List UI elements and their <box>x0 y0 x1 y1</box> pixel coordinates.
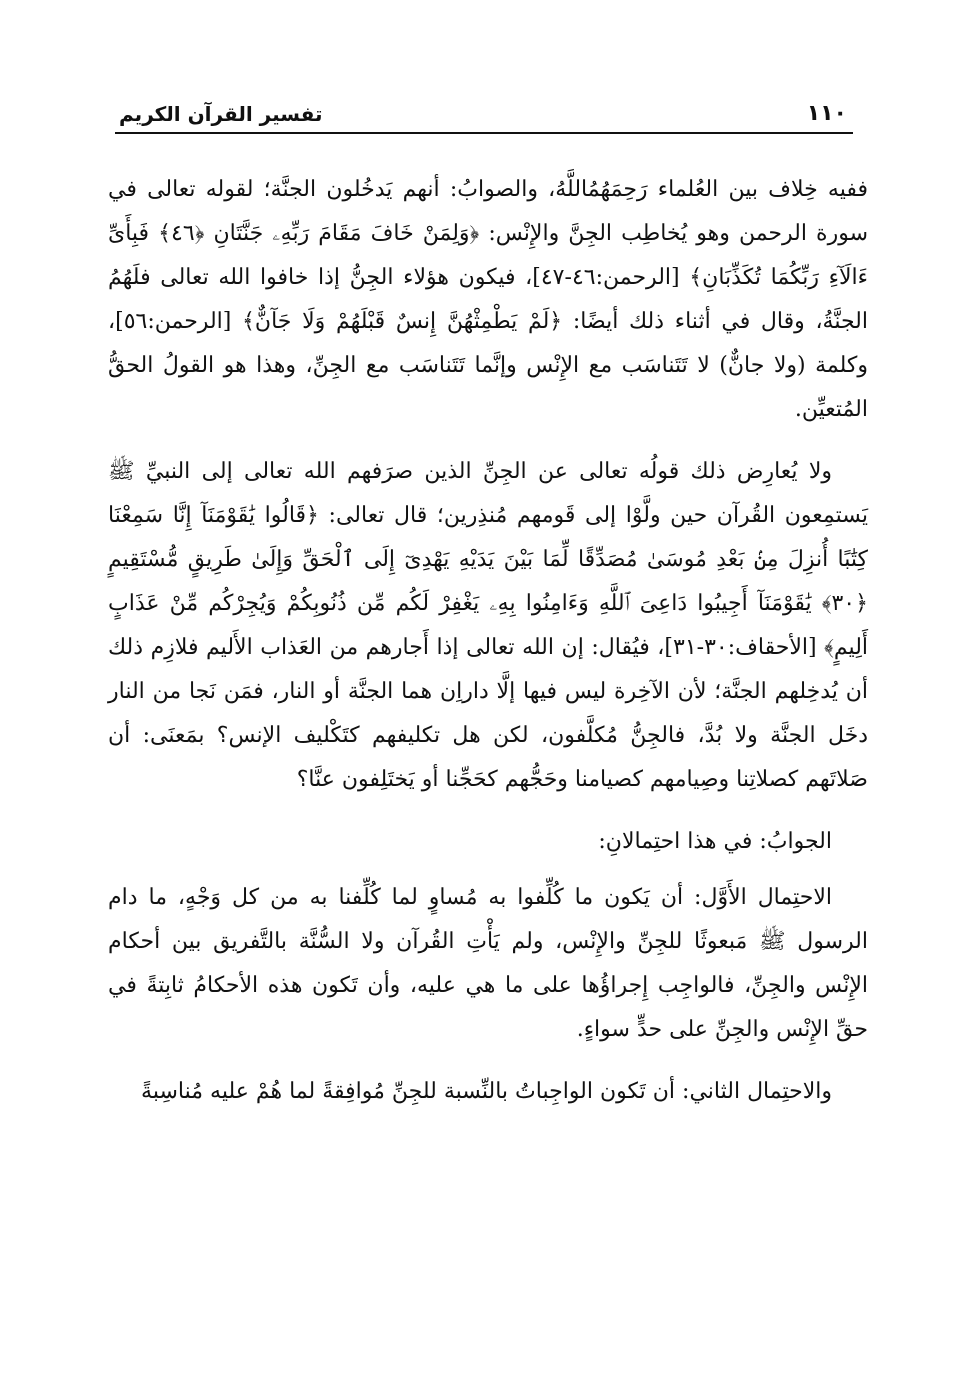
paragraph-2: ولا يُعارِض ذلك قولُه تعالى عن الجِنِّ الذين صرَفهم الله تعالى إلى النبيِّ ﷺ يَستمِعون القُرآن حين ولَّوْا إلى قَومهم مُنذِرين؛ قال تعالى: ﴿قَالُوا يَٰقَوْمَنَآ إِنَّا سَمِعْنَا كِتَٰبًا أُنزِلَ مِنۢ بَعْدِ مُوسَىٰ مُصَدِّقًا لِّمَا بَيْنَ يَدَيْهِ يَهْدِىٓ إِلَى ٱلْحَقِّ وَإِلَىٰ طَرِيقٍ مُّسْتَقِيمٍ ﴿٣٠﴾ يَٰقَوْمَنَآ أَجِيبُوا دَاعِىَ ٱللَّهِ وَءَامِنُوا بِهِۦ يَغْفِرْ لَكُم مِّن ذُنُوبِكُمْ وَيُجِرْكُم مِّنْ عَذَابٍ أَلِيمٍ﴾ [الأحقاف:٣٠-٣١]، فيُقال: إن الله تعالى إذا أَجارهم من العَذاب الأَليم فلازِم ذلك أن يُدخِلهم الجنَّة؛ لأن الآخِرة ليس فيها إلَّا داراِن هما الجنَّة أو النار، فمَن نَجا من النار دخَل الجنَّة ولا بُدَّ، فالجِنُّ مُكلَّفون، لكن هل تكليفهم كتَكْليف الإنس؟ بمَعنَى: أن صَلاتَهم كصلاتِنا وصِيامهم كصيامنا وحَجُّهم كحَجِّنا أو يَختَلِفون عنَّا؟ <box>108 459 869 792</box>
paragraph-4: الاحتِمال الأَوَّل: أن يَكون ما كُلِّفوا به مُساوٍ لما كُلِّفنا به من كل وَجْهٍ، ما دام الرسول ﷺ مَبعوثًا للجِنِّ والإِنْس، ولم يَأْتِ القُرآن ولا السُّنَّة بالتَّفريق بين أحكام الإِنْس والجِنِّ، فالواجِب إِجراؤُها على ما هي عليه، وأن تَكون هذه الأحكامُ ثابِتةً في حقِّ الإِنْس والجِنِّ على حدٍّ سواءٍ. <box>108 885 869 1042</box>
page-body <box>108 168 868 1132</box>
running-title: تفسير القرآن الكريم <box>119 102 323 126</box>
paragraph-1: ففيه خِلاف بين العُلماء رَحِمَهُمُاللَّهُ، والصوابُ: أنهم يَدخُلون الجنَّة؛ لقوله تعالى في سورة الرحمن وهو يُخاطِب الجِنَّ والإِنْس: ﴿وَلِمَنْ خَافَ مَقَامَ رَبِّهِۦ جَنَّتَانِ ﴿٤٦﴾ فَبِأَىِّ ءَالَآءِ رَبِّكُمَا تُكَذِّبَانِ﴾ [الرحمن:٤٦-٤٧]، فيكون هؤلاء الجِنُّ إذا خافوا الله تعالى فلَهُمُ الجنَّةُ، وقال في أثناء ذلك أيضًا: ﴿لَمْ يَطْمِثْهُنَّ إِنسٌ قَبْلَهُمْ وَلَا جَآنٌّ﴾ [الرحمن:٥٦]، وكلمة (ولا جانٌّ) لا تَتَناسَب مع الإِنْس وإنَّما تَتَناسَب مع الجِنِّ، وهذا هو القولُ الحقُّ المُتعيِّن. <box>108 177 868 422</box>
paragraph-3: الجوابُ: في هذا احتِمالانِ: <box>598 829 832 854</box>
page-header <box>115 88 853 134</box>
paragraph-5: والاحتِمال الثاني: أن تَكون الواجِباتُ بالنِّسبة للجِنِّ مُوافِقةً لما هُمْ عليه مُناسِبةً <box>141 1079 832 1104</box>
page-number: ١١٠ <box>806 101 847 126</box>
